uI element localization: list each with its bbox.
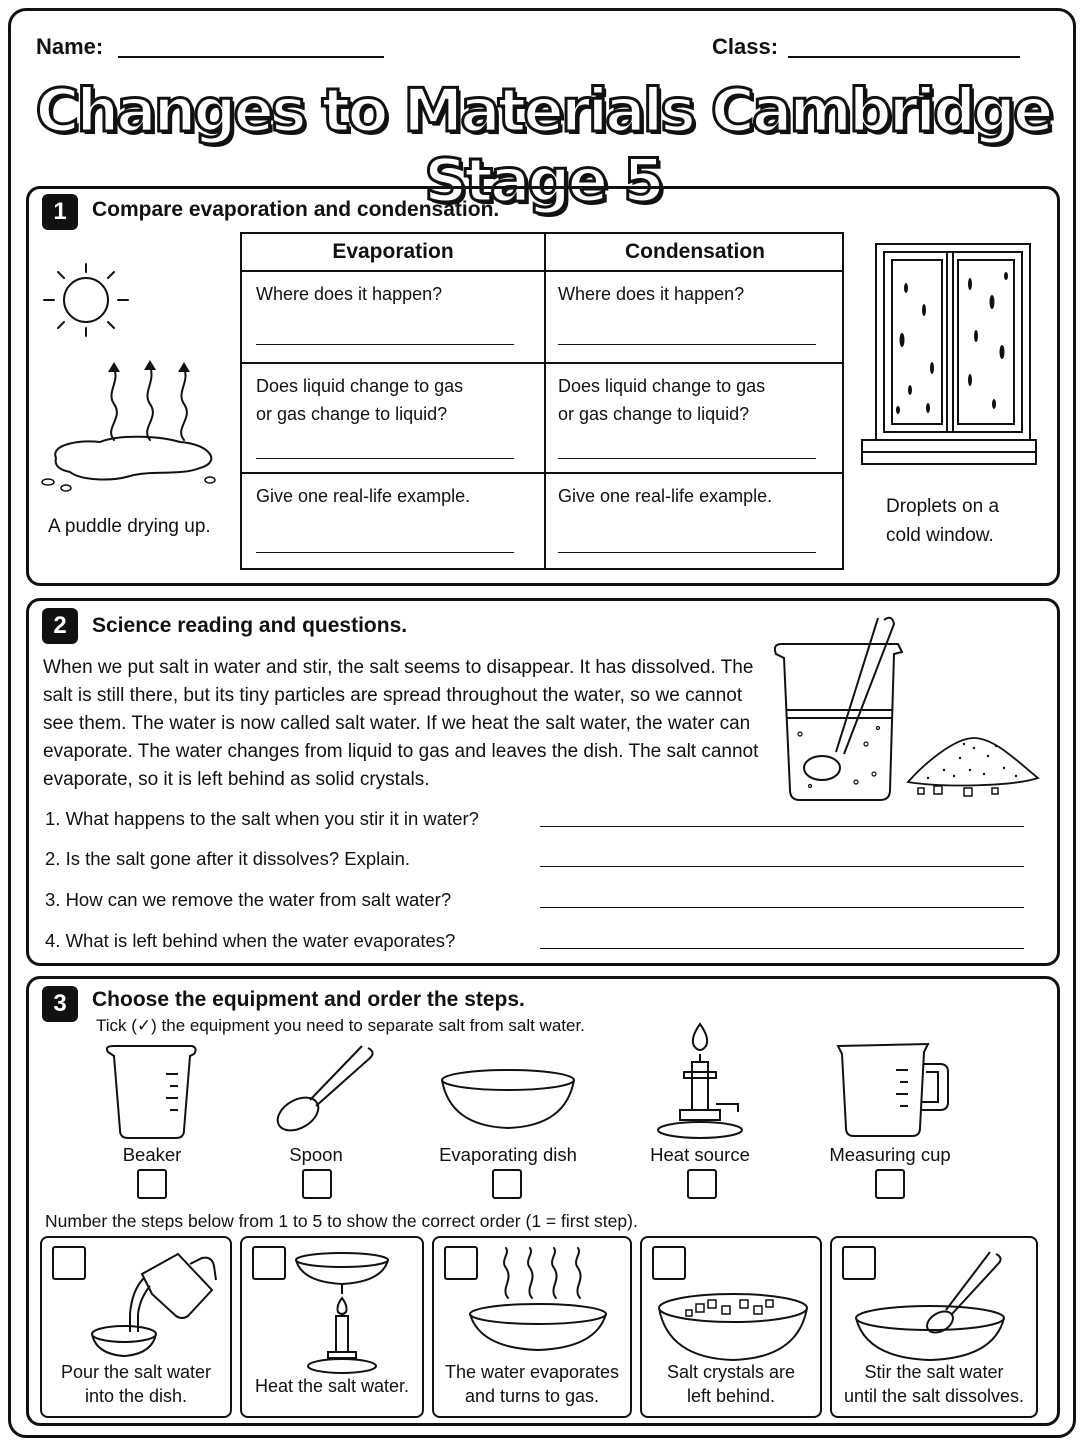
beaker-icon bbox=[104, 1044, 200, 1140]
class-field[interactable] bbox=[788, 56, 1020, 58]
stirring-icon bbox=[852, 1252, 1008, 1364]
step-text-crystals: Salt crystals are left behind. bbox=[666, 1362, 796, 1406]
step-card-pour bbox=[40, 1236, 232, 1418]
table-cell: Where does it happen? bbox=[256, 284, 443, 304]
answer-line[interactable] bbox=[256, 552, 514, 553]
answer-line-4[interactable] bbox=[540, 948, 1024, 949]
step-card-heat bbox=[240, 1236, 424, 1418]
heat-source-checkbox[interactable] bbox=[687, 1169, 717, 1199]
table-cell: Where does it happen? bbox=[558, 284, 745, 304]
section-1-number: 1 bbox=[42, 194, 78, 230]
step-number-box[interactable] bbox=[252, 1246, 286, 1280]
step-card-crystals bbox=[640, 1236, 822, 1418]
salt-pile-icon bbox=[904, 734, 1042, 800]
table-cell: Give one real-life example. bbox=[558, 486, 773, 506]
section-1-title: Compare evaporation and condensation. bbox=[92, 198, 500, 221]
step-number-box[interactable] bbox=[652, 1246, 686, 1280]
puddle-icon bbox=[40, 358, 224, 498]
measuring-cup-icon bbox=[834, 1040, 950, 1138]
heat-source-icon bbox=[654, 1020, 746, 1140]
question-3: 3. How can we remove the water from salt water? bbox=[45, 889, 452, 910]
name-field[interactable] bbox=[118, 56, 384, 58]
table-cell: Does liquid change to gas or gas change to liquid? bbox=[256, 376, 464, 424]
answer-line-1[interactable] bbox=[540, 826, 1024, 827]
name-label: Name: bbox=[36, 34, 104, 59]
pouring-icon bbox=[62, 1250, 222, 1360]
equipment-label-measuring-cup: Measuring cup bbox=[829, 1144, 951, 1165]
question-4: 4. What is left behind when the water evaporates? bbox=[45, 930, 456, 951]
puddle-caption: A puddle drying up. bbox=[48, 516, 211, 537]
question-1: 1. What happens to the salt when you stir it in water? bbox=[45, 808, 479, 829]
reading-paragraph: When we put salt in water and stir, the salt seems to disappear. It has dissolved. The salt is still there, but its tiny particles are spread throughout the water, so we cannot see them. The water is now called salt water. If we heat the salt water, the water can evaporate. The water changes from liquid to gas and leaves the dish. The salt cannot evaporate, so it is left behind as solid crystals. bbox=[43, 657, 759, 790]
spoon-checkbox[interactable] bbox=[302, 1169, 332, 1199]
step-text-stir: Stir the salt water until the salt dissolves. bbox=[843, 1362, 1025, 1406]
section-2-number: 2 bbox=[42, 608, 78, 644]
answer-line-2[interactable] bbox=[540, 866, 1024, 867]
sun-icon bbox=[40, 262, 132, 342]
salt-crystals-icon bbox=[656, 1290, 810, 1362]
beaker-checkbox[interactable] bbox=[137, 1169, 167, 1199]
window-icon bbox=[858, 240, 1040, 484]
section-2-title: Science reading and questions. bbox=[92, 614, 408, 637]
evaporating-dish-checkbox[interactable] bbox=[492, 1169, 522, 1199]
equipment-instruction: Tick (✓) the equipment you need to separate salt from salt water. bbox=[96, 1016, 585, 1035]
table-header-evaporation: Evaporation bbox=[332, 240, 454, 263]
class-label: Class: bbox=[712, 34, 779, 59]
table-cell: Does liquid change to gas or gas change to liquid? bbox=[558, 376, 766, 424]
answer-line[interactable] bbox=[558, 458, 816, 459]
table-header-condensation: Condensation bbox=[625, 240, 765, 263]
step-text-heat: Heat the salt water. bbox=[254, 1376, 410, 1396]
step-text-pour: Pour the salt water into the dish. bbox=[60, 1362, 212, 1406]
window-caption: Droplets on a cold window. bbox=[886, 496, 1000, 546]
answer-line[interactable] bbox=[256, 344, 514, 345]
heating-icon bbox=[292, 1252, 392, 1376]
comparison-table bbox=[240, 232, 844, 570]
beaker-with-spoon-icon bbox=[770, 614, 910, 804]
steps-instruction: Number the steps below from 1 to 5 to show the correct order (1 = first step). bbox=[45, 1211, 638, 1231]
question-2: 2. Is the salt gone after it dissolves? Explain. bbox=[45, 848, 411, 869]
page-title: Changes to Materials Cambridge Stage 5 bbox=[35, 76, 1051, 216]
answer-line[interactable] bbox=[256, 458, 514, 459]
table-cell: Give one real-life example. bbox=[256, 486, 471, 506]
equipment-label-beaker: Beaker bbox=[122, 1144, 182, 1165]
spoon-icon bbox=[272, 1044, 376, 1134]
step-card-evaporate bbox=[432, 1236, 632, 1418]
section-3-title: Choose the equipment and order the steps. bbox=[92, 988, 525, 1011]
evaporating-dish-icon bbox=[438, 1068, 578, 1132]
answer-line[interactable] bbox=[558, 552, 816, 553]
section-3-number: 3 bbox=[42, 986, 78, 1022]
steam-dish-icon bbox=[468, 1248, 608, 1358]
step-card-stir bbox=[830, 1236, 1038, 1418]
step-text-evaporate: The water evaporates and turns to gas. bbox=[444, 1362, 620, 1406]
equipment-label-evaporating-dish: Evaporating dish bbox=[439, 1144, 577, 1165]
answer-line[interactable] bbox=[558, 344, 816, 345]
answer-line-3[interactable] bbox=[540, 907, 1024, 908]
equipment-label-spoon: Spoon bbox=[289, 1144, 343, 1165]
measuring-cup-checkbox[interactable] bbox=[875, 1169, 905, 1199]
equipment-label-heat-source: Heat source bbox=[650, 1144, 750, 1165]
